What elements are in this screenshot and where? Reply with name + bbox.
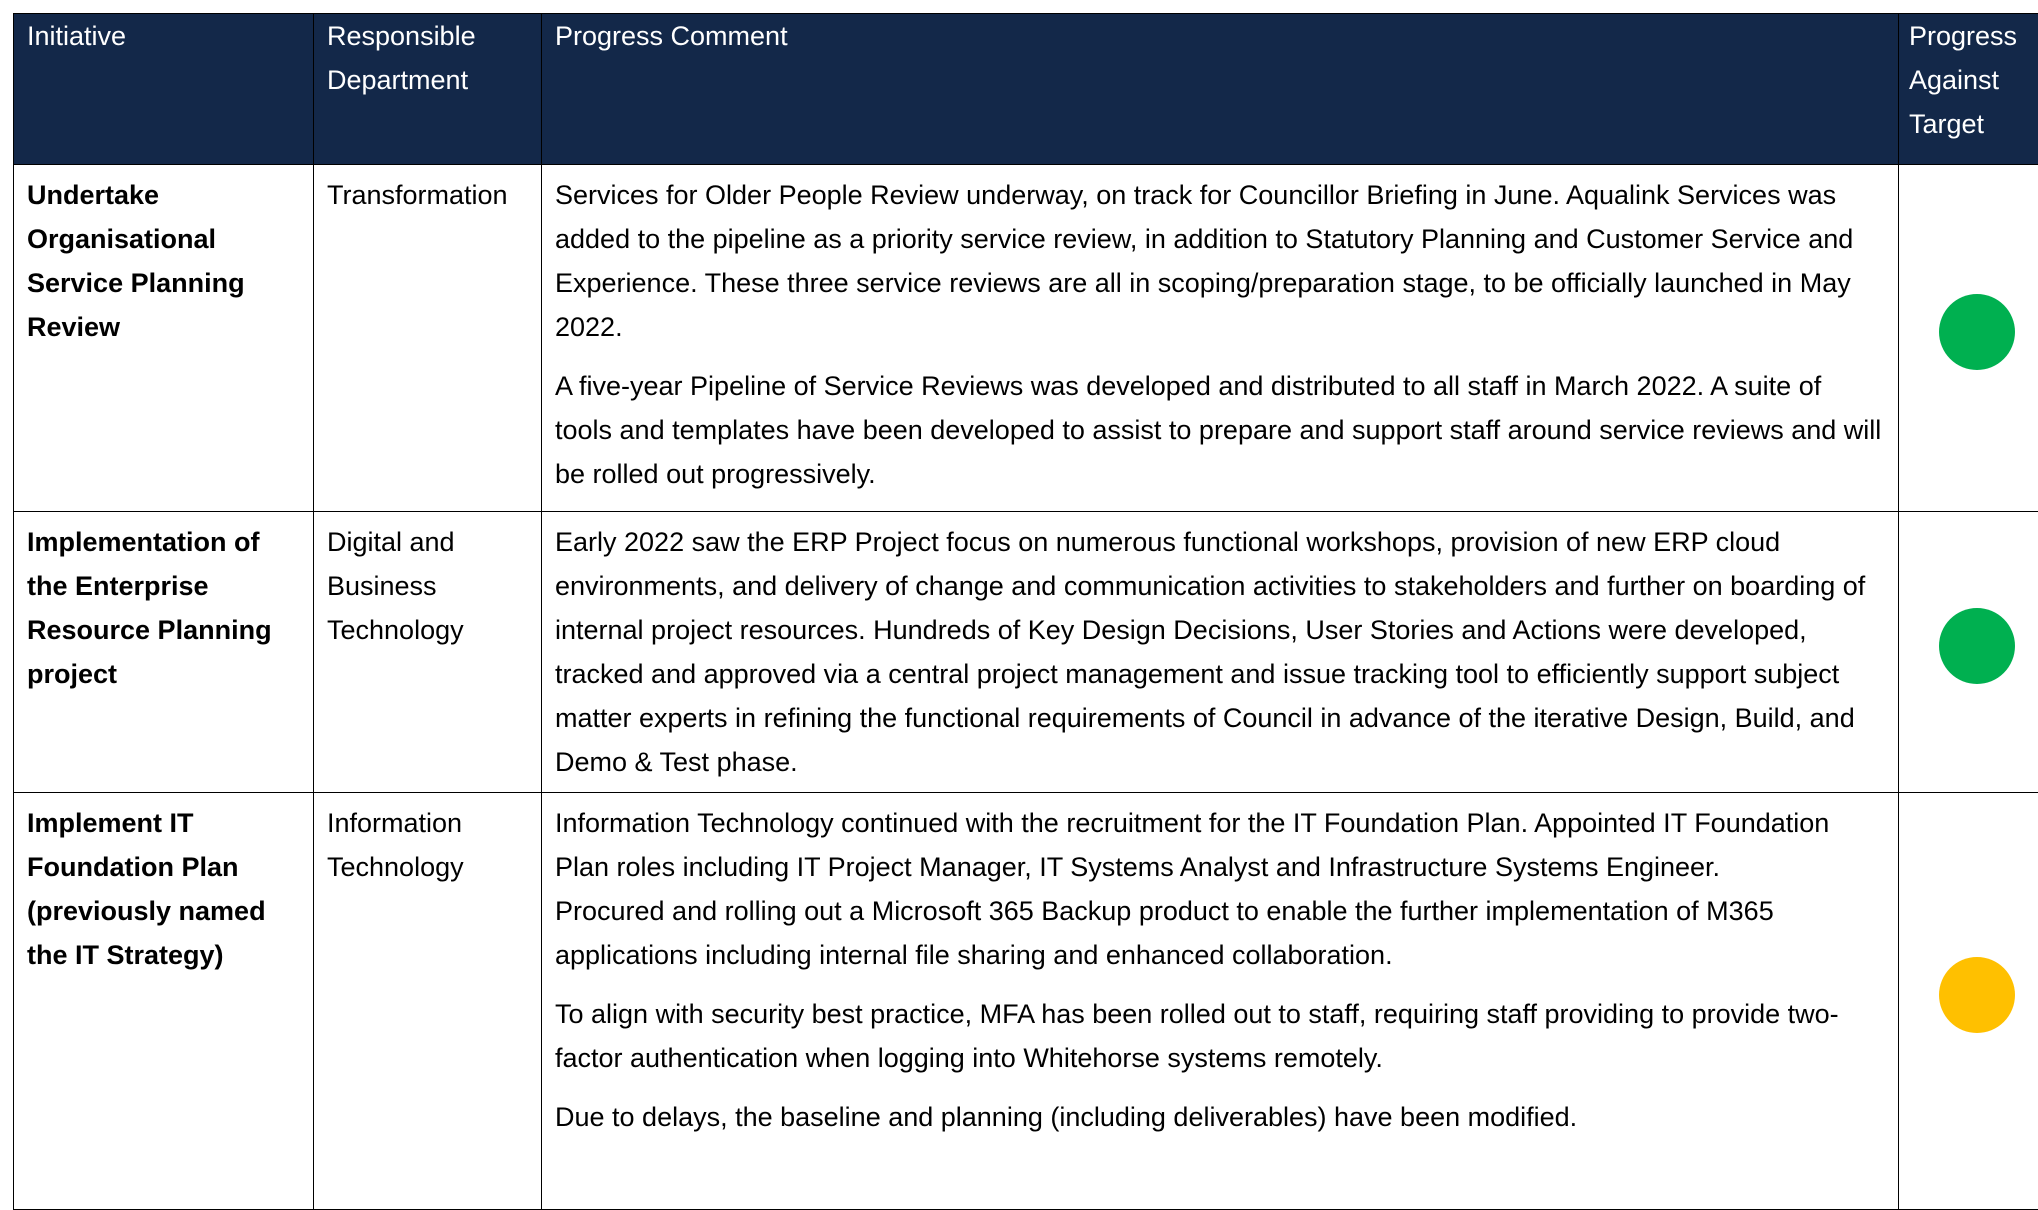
initiative-cell: Implement IT Foundation Plan (previously named the IT Strategy) xyxy=(14,793,314,1210)
progress-status-cell xyxy=(1899,512,2038,793)
table-row xyxy=(14,165,2038,512)
progress-comment-cell xyxy=(542,165,1899,512)
comment-paragraph: Information Technology continued with the recruitment for the IT Foundation Plan. Appointed IT Foundation Plan roles including IT Project Manager, IT Systems Analyst and Infrastructure Systems Engineer. xyxy=(555,801,1885,889)
status-indicator-icon xyxy=(1939,294,2015,370)
comment-paragraph: Due to delays, the baseline and planning (including deliverables) have been modified. xyxy=(555,1095,1885,1139)
progress-comment-cell xyxy=(542,512,1899,793)
header-progress-against-target: Progress Against Target xyxy=(1899,14,2038,165)
department-cell: Information Technology xyxy=(314,793,542,1210)
initiative-cell: Implementation of the Enterprise Resource Planning project xyxy=(14,512,314,793)
comment-paragraph: To align with security best practice, MFA has been rolled out to staff, requiring staff providing to provide two-factor authentication when logging into Whitehorse systems remotely. xyxy=(555,992,1885,1080)
header-responsible-department: Responsible Department xyxy=(314,14,542,165)
table-row xyxy=(14,512,2038,793)
comment-paragraph: Procured and rolling out a Microsoft 365 Backup product to enable the further implementation of M365 applications including internal file sharing and enhanced collaboration. xyxy=(555,889,1885,977)
initiative-cell: Undertake Organisational Service Planning Review xyxy=(14,165,314,512)
header-row xyxy=(14,14,2038,165)
comment-paragraph: Early 2022 saw the ERP Project focus on numerous functional workshops, provision of new ERP cloud environments, and delivery of change and communication activities to stakeholders and further on boarding of internal project resources. Hundreds of Key Design Decisions, User Stories and Actions were developed, tracked and approved via a central project management and issue tracking tool to efficiently support subject matter experts in refining the functional requirements of Council in advance of the iterative Design, Build, and Demo & Test phase. xyxy=(555,520,1885,784)
progress-status-cell xyxy=(1899,793,2038,1210)
department-cell: Digital and Business Technology xyxy=(314,512,542,793)
table-row xyxy=(14,793,2038,1210)
comment-paragraph: A five-year Pipeline of Service Reviews was developed and distributed to all staff in March 2022. A suite of tools and templates have been developed to assist to prepare and support staff around service reviews and will be rolled out progressively. xyxy=(555,364,1885,496)
header-progress-comment: Progress Comment xyxy=(542,14,1899,165)
status-indicator-icon xyxy=(1939,608,2015,684)
department-cell: Transformation xyxy=(314,165,542,512)
progress-status-cell xyxy=(1899,165,2038,512)
progress-comment-cell xyxy=(542,793,1899,1210)
comment-paragraph: Services for Older People Review underway, on track for Councillor Briefing in June. Aqualink Services was added to the pipeline as a priority service review, in addition to Statutory Planning and Customer Service and Experience. These three service reviews are all in scoping/preparation stage, to be officially launched in May 2022. xyxy=(555,173,1885,349)
header-initiative: Initiative xyxy=(14,14,314,165)
progress-report-table xyxy=(13,13,2038,1210)
status-indicator-icon xyxy=(1939,957,2015,1033)
